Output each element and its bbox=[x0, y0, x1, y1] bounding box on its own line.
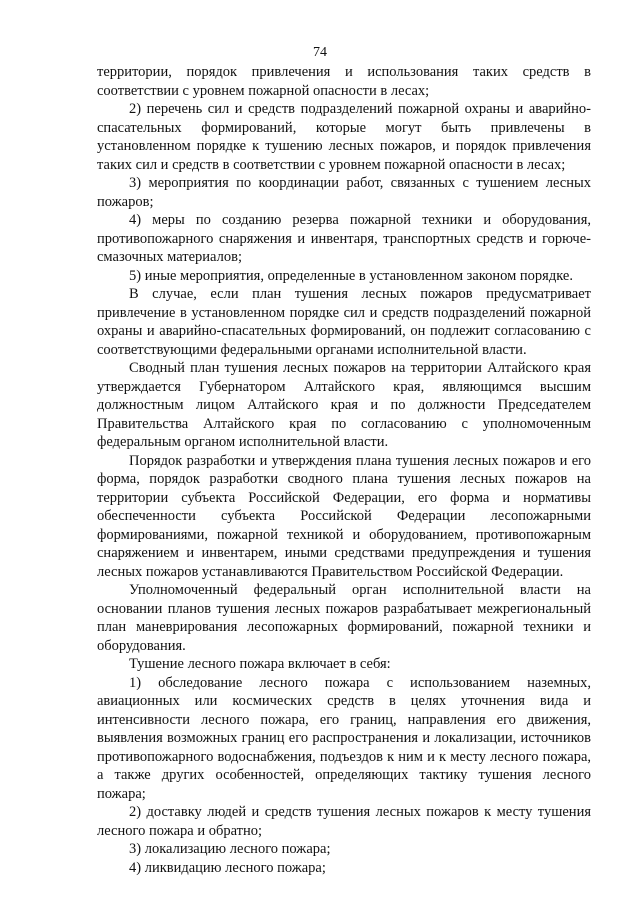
list-item: 3) локализацию лесного пожара; bbox=[129, 841, 331, 857]
body-text bbox=[97, 63, 591, 877]
paragraph: Сводный план тушения лесных пожаров на территории Алтайского края утверждается Губернатором Алтайского края, являющимся высшим должностным лицом Алтайского края и по должности Председателем Правительства Алтайского края по согласованию с уполномоченным федеральным органом исполнительной власти. bbox=[97, 360, 591, 450]
list-item: 3) мероприятия по координации работ, связанных с тушением лесных пожаров; bbox=[97, 175, 591, 210]
paragraph: территории, порядок привлечения и использования таких средств в соответствии с уровнем пожарной опасности в лесах; bbox=[97, 64, 591, 99]
list-item: 2) доставку людей и средств тушения лесных пожаров к месту тушения лесного пожара и обратно; bbox=[97, 804, 591, 839]
list-item: 1) обследование лесного пожара с использованием наземных, авиационных или космических средств в целях уточнения вида и интенсивности лесного пожара, его границ, направления его движения, выявления возможных границ его распространения и локализации, источников противопожарного водоснабжения, подъездов к ним и к месту лесного пожара, а также других особенностей, определяющих тактику тушения лесного пожара; bbox=[97, 674, 591, 802]
list-item: 5) иные мероприятия, определенные в установленном законом порядке. bbox=[129, 267, 573, 284]
list-item: 4) меры по созданию резерва пожарной техники и оборудования, противопожарного снаряжения и инвентаря, транспортных средств и горюче-смазочных материалов; bbox=[97, 212, 591, 265]
paragraph: Порядок разработки и утверждения плана тушения лесных пожаров и его форма, порядок разработки сводного плана тушения лесных пожаров на территории субъекта Российской Федерации, его форма и нормативы обеспеченности субъекта Российской Федерации лесопожарными формированиями, пожарной техникой и оборудованием, противопожарным снаряжением и инвентарем, иными средствами предупреждения и тушения лесных пожаров устанавливаются Правительством Российской Федерации. bbox=[97, 452, 591, 580]
page-number: 74 bbox=[313, 45, 327, 60]
paragraph: Тушение лесного пожара включает в себя: bbox=[129, 656, 391, 672]
list-item: 2) перечень сил и средств подразделений пожарной охраны и аварийно-спасательных формирований, которые могут быть привлечены в установленном порядке к тушению лесных пожаров, и порядок привлечения таких сил и средств в соответствии с уровнем пожарной опасности в лесах; bbox=[97, 101, 591, 173]
paragraph: Уполномоченный федеральный орган исполнительной власти на основании планов тушения лесных пожаров разрабатывает межрегиональный план маневрирования лесопожарных формирований, пожарной техники и оборудования. bbox=[97, 582, 591, 654]
paragraph: В случае, если план тушения лесных пожаров предусматривает привлечение в установленном порядке сил и средств подразделений пожарной охраны и аварийно-спасательных формирований, он подлежит согласованию с соответствующими федеральными органами исполнительной власти. bbox=[97, 286, 591, 358]
list-item: 4) ликвидацию лесного пожара; bbox=[129, 859, 326, 876]
